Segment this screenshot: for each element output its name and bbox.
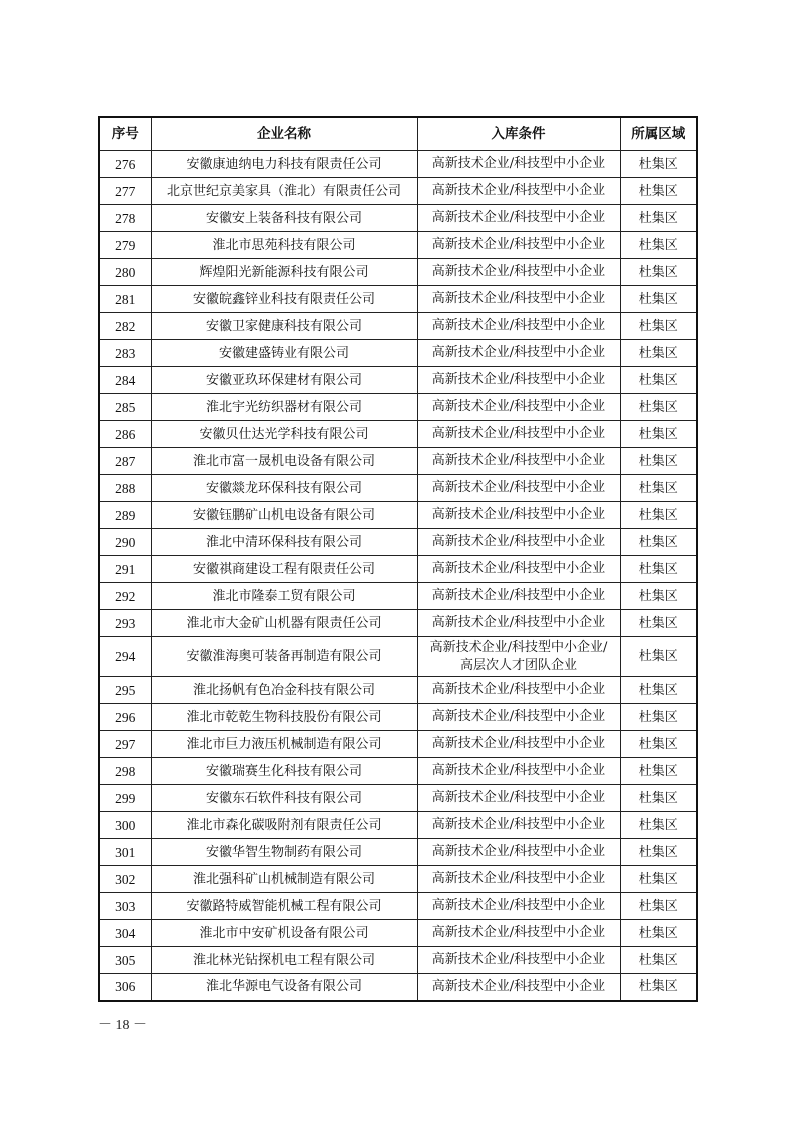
entry-condition-cell: 高新技术企业/科技型中小企业 bbox=[417, 704, 620, 731]
entry-condition-cell: 高新技术企业/科技型中小企业 bbox=[417, 340, 620, 367]
enterprise-name-cell: 淮北扬帆有色冶金科技有限公司 bbox=[151, 677, 417, 704]
column-header-region: 所属区域 bbox=[620, 117, 697, 151]
region-cell: 杜集区 bbox=[620, 394, 697, 421]
region-cell: 杜集区 bbox=[620, 556, 697, 583]
entry-condition-cell: 高新技术企业/科技型中小企业 bbox=[417, 583, 620, 610]
row-index-cell: 290 bbox=[99, 529, 151, 556]
region-cell: 杜集区 bbox=[620, 475, 697, 502]
table-row bbox=[99, 758, 697, 785]
enterprise-name-cell: 安徽燚龙环保科技有限公司 bbox=[151, 475, 417, 502]
entry-condition-cell: 高新技术企业/科技型中小企业 bbox=[417, 866, 620, 893]
table-row bbox=[99, 610, 697, 637]
row-index-cell: 288 bbox=[99, 475, 151, 502]
table-row bbox=[99, 421, 697, 448]
enterprise-name-cell: 安徽卫家健康科技有限公司 bbox=[151, 313, 417, 340]
row-index-cell: 305 bbox=[99, 947, 151, 974]
table-row bbox=[99, 731, 697, 758]
region-cell: 杜集区 bbox=[620, 340, 697, 367]
enterprise-name-cell: 辉煌阳光新能源科技有限公司 bbox=[151, 259, 417, 286]
entry-condition-cell: 高新技术企业/科技型中小企业 bbox=[417, 475, 620, 502]
row-index-cell: 283 bbox=[99, 340, 151, 367]
entry-condition-cell: 高新技术企业/科技型中小企业 bbox=[417, 556, 620, 583]
enterprise-name-cell: 淮北市中安矿机设备有限公司 bbox=[151, 920, 417, 947]
row-index-cell: 297 bbox=[99, 731, 151, 758]
region-cell: 杜集区 bbox=[620, 785, 697, 812]
enterprise-name-cell: 安徽康迪纳电力科技有限责任公司 bbox=[151, 151, 417, 178]
enterprise-name-cell: 淮北林光钻探机电工程有限公司 bbox=[151, 947, 417, 974]
enterprise-name-cell: 淮北华源电气设备有限公司 bbox=[151, 974, 417, 1001]
row-index-cell: 300 bbox=[99, 812, 151, 839]
region-cell: 杜集区 bbox=[620, 947, 697, 974]
region-cell: 杜集区 bbox=[620, 205, 697, 232]
region-cell: 杜集区 bbox=[620, 839, 697, 866]
row-index-cell: 294 bbox=[99, 637, 151, 677]
table-row bbox=[99, 286, 697, 313]
region-cell: 杜集区 bbox=[620, 812, 697, 839]
enterprise-name-cell: 淮北市隆泰工贸有限公司 bbox=[151, 583, 417, 610]
row-index-cell: 302 bbox=[99, 866, 151, 893]
region-cell: 杜集区 bbox=[620, 151, 697, 178]
entry-condition-cell: 高新技术企业/科技型中小企业 bbox=[417, 367, 620, 394]
region-cell: 杜集区 bbox=[620, 758, 697, 785]
row-index-cell: 278 bbox=[99, 205, 151, 232]
enterprise-name-cell: 淮北宇光纺织器材有限公司 bbox=[151, 394, 417, 421]
table-row bbox=[99, 866, 697, 893]
region-cell: 杜集区 bbox=[620, 637, 697, 677]
region-cell: 杜集区 bbox=[620, 920, 697, 947]
row-index-cell: 304 bbox=[99, 920, 151, 947]
row-index-cell: 282 bbox=[99, 313, 151, 340]
entry-condition-cell: 高新技术企业/科技型中小企业 bbox=[417, 785, 620, 812]
table-row bbox=[99, 637, 697, 677]
row-index-cell: 285 bbox=[99, 394, 151, 421]
entry-condition-cell: 高新技术企业/科技型中小企业 bbox=[417, 812, 620, 839]
table-row bbox=[99, 556, 697, 583]
row-index-cell: 298 bbox=[99, 758, 151, 785]
table-row bbox=[99, 205, 697, 232]
enterprise-name-cell: 淮北市富一晟机电设备有限公司 bbox=[151, 448, 417, 475]
table-row bbox=[99, 583, 697, 610]
region-cell: 杜集区 bbox=[620, 259, 697, 286]
row-index-cell: 303 bbox=[99, 893, 151, 920]
entry-condition-cell: 高新技术企业/科技型中小企业 bbox=[417, 421, 620, 448]
row-index-cell: 279 bbox=[99, 232, 151, 259]
column-header-index: 序号 bbox=[99, 117, 151, 151]
region-cell: 杜集区 bbox=[620, 421, 697, 448]
column-header-entry-condition: 入库条件 bbox=[417, 117, 620, 151]
row-index-cell: 296 bbox=[99, 704, 151, 731]
row-index-cell: 284 bbox=[99, 367, 151, 394]
region-cell: 杜集区 bbox=[620, 610, 697, 637]
entry-condition-cell: 高新技术企业/科技型中小企业 bbox=[417, 974, 620, 1001]
enterprise-name-cell: 安徽淮海奥可装备再制造有限公司 bbox=[151, 637, 417, 677]
row-index-cell: 291 bbox=[99, 556, 151, 583]
entry-condition-cell: 高新技术企业/科技型中小企业 bbox=[417, 893, 620, 920]
page-number: － 18 － bbox=[98, 1018, 147, 1033]
row-index-cell: 306 bbox=[99, 974, 151, 1001]
row-index-cell: 287 bbox=[99, 448, 151, 475]
enterprise-name-cell: 淮北市巨力液压机械制造有限公司 bbox=[151, 731, 417, 758]
table-row bbox=[99, 502, 697, 529]
table-row bbox=[99, 677, 697, 704]
table-body bbox=[99, 151, 697, 1001]
enterprise-name-cell: 北京世纪京美家具（淮北）有限责任公司 bbox=[151, 178, 417, 205]
table-row bbox=[99, 785, 697, 812]
entry-condition-cell: 高新技术企业/科技型中小企业 bbox=[417, 758, 620, 785]
enterprise-name-cell: 安徽建盛铸业有限公司 bbox=[151, 340, 417, 367]
enterprise-name-cell: 安徽皖鑫锌业科技有限责任公司 bbox=[151, 286, 417, 313]
region-cell: 杜集区 bbox=[620, 583, 697, 610]
enterprise-name-cell: 安徽祺商建设工程有限责任公司 bbox=[151, 556, 417, 583]
enterprise-name-cell: 安徽瑞赛生化科技有限公司 bbox=[151, 758, 417, 785]
entry-condition-cell: 高新技术企业/科技型中小企业 bbox=[417, 178, 620, 205]
entry-condition-cell: 高新技术企业/科技型中小企业 bbox=[417, 205, 620, 232]
table-row bbox=[99, 475, 697, 502]
row-index-cell: 295 bbox=[99, 677, 151, 704]
enterprise-name-cell: 淮北市大金矿山机器有限责任公司 bbox=[151, 610, 417, 637]
enterprise-name-cell: 安徽安上装备科技有限公司 bbox=[151, 205, 417, 232]
region-cell: 杜集区 bbox=[620, 367, 697, 394]
entry-condition-cell: 高新技术企业/科技型中小企业 bbox=[417, 232, 620, 259]
row-index-cell: 301 bbox=[99, 839, 151, 866]
table-row bbox=[99, 839, 697, 866]
region-cell: 杜集区 bbox=[620, 731, 697, 758]
enterprise-name-cell: 安徽路特威智能机械工程有限公司 bbox=[151, 893, 417, 920]
row-index-cell: 277 bbox=[99, 178, 151, 205]
row-index-cell: 289 bbox=[99, 502, 151, 529]
enterprise-name-cell: 淮北市乾乾生物科技股份有限公司 bbox=[151, 704, 417, 731]
table-row bbox=[99, 920, 697, 947]
table-row bbox=[99, 812, 697, 839]
enterprise-name-cell: 安徽华智生物制药有限公司 bbox=[151, 839, 417, 866]
row-index-cell: 281 bbox=[99, 286, 151, 313]
table-row bbox=[99, 893, 697, 920]
enterprise-name-cell: 淮北强科矿山机械制造有限公司 bbox=[151, 866, 417, 893]
enterprise-table bbox=[98, 116, 698, 1002]
entry-condition-cell: 高新技术企业/科技型中小企业 bbox=[417, 947, 620, 974]
row-index-cell: 286 bbox=[99, 421, 151, 448]
entry-condition-cell: 高新技术企业/科技型中小企业 bbox=[417, 529, 620, 556]
region-cell: 杜集区 bbox=[620, 502, 697, 529]
region-cell: 杜集区 bbox=[620, 704, 697, 731]
region-cell: 杜集区 bbox=[620, 893, 697, 920]
row-index-cell: 292 bbox=[99, 583, 151, 610]
enterprise-name-cell: 淮北市思苑科技有限公司 bbox=[151, 232, 417, 259]
entry-condition-cell: 高新技术企业/科技型中小企业 bbox=[417, 286, 620, 313]
entry-condition-cell: 高新技术企业/科技型中小企业 bbox=[417, 839, 620, 866]
region-cell: 杜集区 bbox=[620, 677, 697, 704]
table-row bbox=[99, 178, 697, 205]
row-index-cell: 299 bbox=[99, 785, 151, 812]
entry-condition-cell: 高新技术企业/科技型中小企业/ 高层次人才团队企业 bbox=[417, 637, 620, 677]
region-cell: 杜集区 bbox=[620, 313, 697, 340]
entry-condition-cell: 高新技术企业/科技型中小企业 bbox=[417, 677, 620, 704]
table-row bbox=[99, 529, 697, 556]
row-index-cell: 280 bbox=[99, 259, 151, 286]
column-header-enterprise-name: 企业名称 bbox=[151, 117, 417, 151]
enterprise-name-cell: 安徽东石软件科技有限公司 bbox=[151, 785, 417, 812]
entry-condition-cell: 高新技术企业/科技型中小企业 bbox=[417, 920, 620, 947]
enterprise-name-cell: 安徽贝仕达光学科技有限公司 bbox=[151, 421, 417, 448]
entry-condition-cell: 高新技术企业/科技型中小企业 bbox=[417, 313, 620, 340]
table-row bbox=[99, 704, 697, 731]
region-cell: 杜集区 bbox=[620, 529, 697, 556]
entry-condition-cell: 高新技术企业/科技型中小企业 bbox=[417, 259, 620, 286]
table-row bbox=[99, 448, 697, 475]
table-header-row bbox=[99, 117, 697, 151]
enterprise-name-cell: 淮北中清环保科技有限公司 bbox=[151, 529, 417, 556]
entry-condition-cell: 高新技术企业/科技型中小企业 bbox=[417, 394, 620, 421]
row-index-cell: 293 bbox=[99, 610, 151, 637]
table-row bbox=[99, 367, 697, 394]
entry-condition-cell: 高新技术企业/科技型中小企业 bbox=[417, 610, 620, 637]
region-cell: 杜集区 bbox=[620, 866, 697, 893]
entry-condition-cell: 高新技术企业/科技型中小企业 bbox=[417, 731, 620, 758]
enterprise-name-cell: 安徽钰鹏矿山机电设备有限公司 bbox=[151, 502, 417, 529]
entry-condition-cell: 高新技术企业/科技型中小企业 bbox=[417, 502, 620, 529]
region-cell: 杜集区 bbox=[620, 448, 697, 475]
row-index-cell: 276 bbox=[99, 151, 151, 178]
table-row bbox=[99, 340, 697, 367]
region-cell: 杜集区 bbox=[620, 286, 697, 313]
region-cell: 杜集区 bbox=[620, 178, 697, 205]
table-row bbox=[99, 394, 697, 421]
table-row bbox=[99, 232, 697, 259]
entry-condition-cell: 高新技术企业/科技型中小企业 bbox=[417, 151, 620, 178]
enterprise-name-cell: 淮北市森化碳吸附剂有限责任公司 bbox=[151, 812, 417, 839]
table-row bbox=[99, 947, 697, 974]
entry-condition-cell: 高新技术企业/科技型中小企业 bbox=[417, 448, 620, 475]
table-row bbox=[99, 151, 697, 178]
region-cell: 杜集区 bbox=[620, 974, 697, 1001]
enterprise-name-cell: 安徽亚玖环保建材有限公司 bbox=[151, 367, 417, 394]
table-row bbox=[99, 313, 697, 340]
region-cell: 杜集区 bbox=[620, 232, 697, 259]
table-row bbox=[99, 974, 697, 1001]
table-row bbox=[99, 259, 697, 286]
